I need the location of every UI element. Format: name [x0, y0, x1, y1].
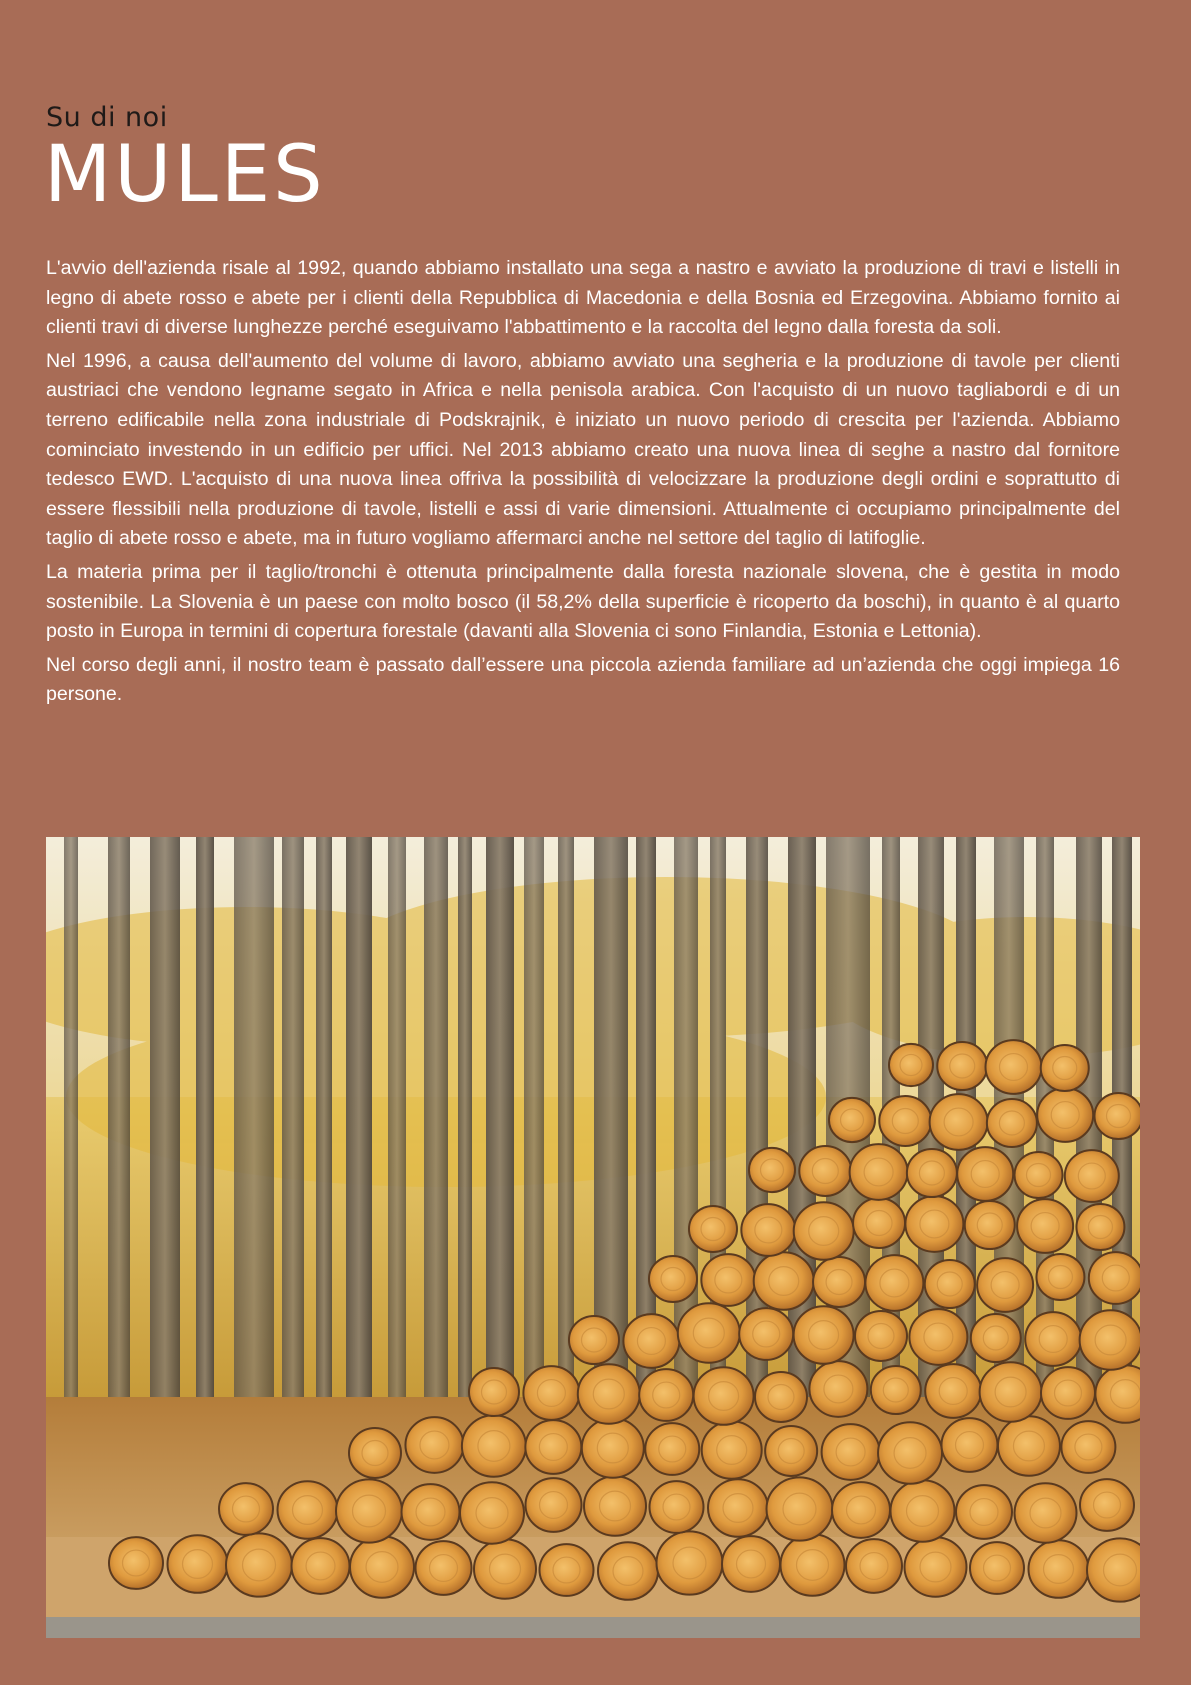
log-end — [292, 1538, 350, 1594]
log-end — [1025, 1312, 1081, 1366]
log-end — [460, 1482, 524, 1543]
log-end — [702, 1421, 762, 1479]
tree-trunk — [636, 837, 656, 1397]
log-end — [525, 1420, 581, 1474]
log-end — [957, 1147, 1013, 1201]
log-end — [722, 1536, 780, 1592]
log-end — [1061, 1421, 1115, 1473]
log-end — [889, 1044, 933, 1086]
log-end — [416, 1541, 472, 1595]
log-end — [540, 1544, 594, 1596]
forest-illustration — [46, 837, 1140, 1638]
tree-trunk — [346, 837, 372, 1417]
log-end — [907, 1149, 957, 1197]
log-end — [865, 1255, 923, 1311]
log-end — [956, 1485, 1012, 1539]
log-end — [639, 1369, 693, 1421]
company-title: MULES — [44, 130, 326, 220]
tree-trunk — [486, 837, 514, 1437]
tree-trunk — [316, 837, 332, 1397]
log-end — [871, 1366, 921, 1414]
paragraph-team: Nel corso degli anni, il nostro team è passato dall’essere una piccola azienda familiare ad un’azienda che oggi impiega 16 persone. — [46, 653, 1120, 706]
log-end — [765, 1426, 817, 1476]
log-end — [689, 1206, 737, 1252]
log-end — [1080, 1310, 1140, 1370]
log-end — [526, 1478, 582, 1532]
log-end — [523, 1366, 579, 1420]
log-end — [925, 1364, 981, 1418]
tree-trunk — [458, 837, 472, 1417]
log-end — [925, 1260, 975, 1308]
tree-trunk — [282, 837, 304, 1437]
log-end — [767, 1477, 833, 1540]
log-end — [846, 1539, 902, 1593]
log-end — [598, 1542, 658, 1600]
tree-trunk — [108, 837, 130, 1417]
log-end — [645, 1423, 699, 1475]
log-end — [1080, 1479, 1134, 1531]
log-end — [822, 1424, 880, 1480]
paragraph-raw-material: La materia prima per il taglio/tronchi è ottenuta principalmente dalla foresta nazionale slovena, che è gestita in modo sostenibile. La Slovenia è un paese con molto bosco (il 58,2% della superficie è ricoperto da boschi), in quanto è al quarto posto in Europa in termini di copertura forestale (davanti alla Slovenia ci sono Finlandia, Estonia e Lettonia). — [46, 560, 1120, 643]
log-end — [809, 1361, 867, 1417]
log-end — [741, 1204, 795, 1256]
log-end — [1017, 1199, 1073, 1253]
log-end — [909, 1309, 967, 1365]
log-end — [701, 1254, 755, 1306]
log-end — [569, 1316, 619, 1364]
tree-trunk — [196, 837, 214, 1397]
log-end — [998, 1416, 1060, 1476]
log-end — [855, 1311, 907, 1361]
log-end — [650, 1481, 704, 1533]
tree-trunk — [150, 837, 180, 1437]
tree-trunk — [64, 837, 78, 1397]
log-end — [794, 1306, 854, 1364]
log-end — [578, 1364, 640, 1424]
log-end — [350, 1536, 414, 1597]
log-end — [226, 1533, 292, 1596]
tree-trunk — [524, 837, 544, 1397]
log-end — [657, 1531, 723, 1594]
log-end — [462, 1415, 526, 1476]
log-end — [879, 1096, 931, 1146]
log-end — [1065, 1150, 1119, 1202]
log-end — [1015, 1152, 1063, 1198]
log-end — [678, 1303, 740, 1363]
log-end — [1041, 1367, 1095, 1419]
log-end — [739, 1308, 793, 1360]
log-end — [405, 1417, 463, 1473]
log-end — [986, 1040, 1042, 1094]
log-end — [474, 1539, 536, 1599]
about-body — [46, 254, 1120, 714]
log-end — [878, 1422, 942, 1483]
log-end — [853, 1198, 905, 1248]
tree-trunk — [424, 837, 448, 1397]
log-end — [832, 1482, 890, 1538]
log-end — [749, 1148, 795, 1192]
log-end — [109, 1537, 163, 1589]
log-end — [694, 1367, 754, 1425]
log-end — [930, 1094, 988, 1150]
log-end — [794, 1202, 854, 1260]
log-end — [799, 1146, 851, 1196]
log-end — [970, 1542, 1024, 1594]
log-end — [584, 1476, 646, 1536]
log-end — [336, 1479, 402, 1542]
log-end — [278, 1481, 338, 1539]
tree-trunk — [234, 837, 274, 1417]
log-end — [649, 1256, 697, 1302]
log-end — [1015, 1483, 1077, 1543]
log-end — [754, 1252, 814, 1310]
forest-log-pile-photo — [46, 837, 1140, 1638]
log-end — [1041, 1045, 1089, 1091]
log-end — [1036, 1254, 1084, 1300]
log-end — [977, 1258, 1033, 1312]
tree-trunk — [388, 837, 406, 1437]
log-end — [942, 1418, 998, 1472]
log-end — [1076, 1204, 1124, 1250]
log-end — [708, 1479, 768, 1537]
log-end — [965, 1201, 1015, 1249]
log-end — [980, 1362, 1042, 1422]
log-end — [829, 1098, 875, 1142]
log-end — [781, 1534, 845, 1595]
log-end — [1095, 1093, 1141, 1139]
log-end — [987, 1099, 1037, 1147]
log-end — [813, 1257, 865, 1307]
log-end — [623, 1314, 679, 1368]
log-end — [850, 1144, 908, 1200]
log-end — [1029, 1540, 1089, 1598]
log-end — [219, 1483, 273, 1535]
section-subtitle: Su di noi — [46, 102, 168, 133]
log-end — [168, 1535, 228, 1593]
log-end — [891, 1480, 955, 1541]
log-end — [402, 1484, 460, 1540]
log-end — [971, 1314, 1021, 1362]
log-end — [582, 1418, 644, 1478]
paragraph-history: L'avvio dell'azienda risale al 1992, quando abbiamo installato una sega a nastro e avviato la produzione di travi e listelli in legno di abete rosso e abete per i clienti della Repubblica di Macedonia e della Bosnia ed Erzegovina. Abbiamo fornito ai clienti travi di diverse lunghezze perché eseguivamo l'abbattimento e la raccolta del legno dalla foresta da soli. — [46, 257, 1120, 339]
log-end — [349, 1428, 401, 1478]
log-end — [755, 1372, 807, 1422]
log-end — [937, 1042, 987, 1090]
log-end — [1037, 1088, 1093, 1142]
log-end — [469, 1368, 519, 1416]
log-end — [905, 1196, 963, 1252]
paragraph-growth: Nel 1996, a causa dell'aumento del volume di lavoro, abbiamo avviato una segheria e la produzione di tavole per clienti austriaci che vendono legname segato in Africa e nella penisola arabica. Con l'acquisto di un nuovo tagliabordi e di un terreno edificabile nella zona industriale di Podskrajnik, è iniziato un nuovo periodo di crescita per l'azienda. Abbiamo cominciato investendo in un edificio per uffici. Nel 2013 abbiamo creato una nuova linea di seghe a nastro dal fornitore tedesco EWD. L'acquisto di una nuova linea offriva la possibilità di velocizzare la produzione degli ordini e soprattutto di essere flessibili nella produzione di tavole, listelli e assi di varie dimensioni. Attualmente ci occupiamo principalmente del taglio di abete rosso e abete, ma in futuro vogliamo affermarci anche nel settore del taglio di latifoglie. — [46, 349, 1120, 550]
log-end — [1089, 1252, 1140, 1304]
log-end — [905, 1537, 967, 1597]
